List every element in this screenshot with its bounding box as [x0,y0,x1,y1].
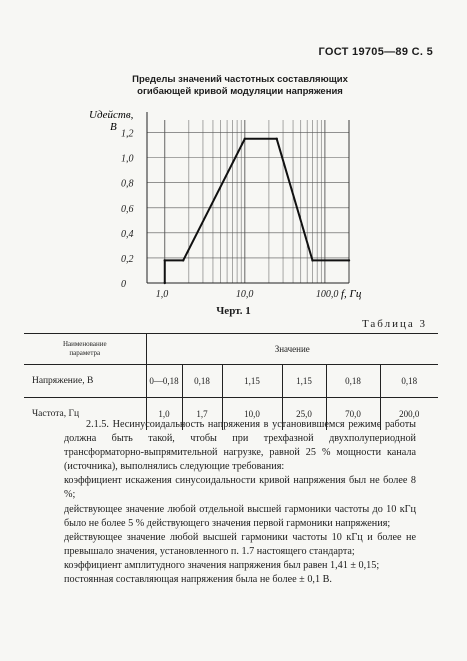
x-tick-label: 100,0 [315,289,339,300]
table-value-cell: 0—0,18 [146,365,182,398]
paragraph-item: коэффициент искажения синусоидальности кривой напряжения был не более 8 %; [64,475,416,501]
paragraph-lead: 2.1.5. Несинусоидальность напряжения в установившемся режиме работы должна быть такой, чтобы при трехфазной двухполупериодной трансформаторно-выпрямительной нагрузке, равной 25 % мощности канала (источника), выполнялись следующие требования: [64,419,416,473]
chart-title-line: Пределы значений частотных составляющих [132,74,348,85]
series-point [164,282,166,284]
chart-grid [147,120,349,283]
paragraph-item: действующее значение любой высшей гармоники частоты 10 кГц и более не превышало значения, установленного п. 1.7 настоящего стандарта; [64,531,416,557]
chart [0,100,467,305]
y-tick-label: 0 [121,279,126,290]
y-tick-label: 0,4 [121,228,134,240]
chart-title [60,74,420,98]
table-caption: Таблица 3 [361,318,427,330]
paragraph-item: коэффициент амплитудного значения напряжения был равен 1,41 ± 0,15; [64,559,380,571]
series-point [164,259,166,261]
table-value-cell: 0,18 [182,365,222,398]
value-header: Значение [146,334,438,365]
table-value-cell: 70,0 [326,398,380,431]
table-value-cell: 1,0 [146,398,182,431]
table-value-cell: 0,18 [326,365,380,398]
table-row [24,365,438,398]
param-header-line: параметра [69,349,101,357]
series-point [275,138,277,140]
paragraph-item: постоянная составляющая напряжения была не более ± 0,1 В. [64,574,332,586]
table-value-cell: 25,0 [282,398,326,431]
y-tick-label: 0,8 [121,178,134,190]
x-tick-label: 10,0 [235,289,254,300]
chart-series [164,138,351,285]
y-axis-label-unit: В [110,121,117,133]
y-tick-label: 1,2 [121,128,134,140]
table-value-cell: 1,15 [282,365,326,398]
param-header-line: Наименование [62,340,107,348]
chart-axes [147,112,349,283]
y-tick-label: 1,0 [121,153,134,165]
y-axis-label: Uдейств, [89,109,134,121]
data-table [24,333,438,430]
series-point [348,259,350,261]
table-value-cell: 10,0 [222,398,282,431]
table-value-cell: 1,15 [222,365,282,398]
y-tick-label: 0,6 [121,203,134,215]
chart-tick-labels [121,129,338,300]
table-header-row [24,334,438,365]
series-point [311,259,313,261]
figure-caption: Черт. 1 [216,305,251,317]
y-tick-label: 0,2 [121,253,134,265]
series-point [182,259,184,261]
x-axis-label: f, Гц [341,288,362,300]
param-header [24,334,146,365]
body-text [64,418,416,587]
table-value-cell: 1,7 [182,398,222,431]
page-header: ГОСТ 19705—89 С. 5 [318,46,433,58]
x-tick-label: 1,0 [155,289,169,300]
table-param-cell: Частота, Гц [32,409,80,419]
series-point [244,138,246,140]
table-value-cell: 200,0 [380,398,438,431]
table-value-cell: 0,18 [380,365,438,398]
table-param-cell: Напряжение, В [24,365,146,398]
paragraph-item: действующее значение любой отдельной высшей гармоники частоты до 10 кГц было не более 5 % действующего значения первой гармоники напряжения; [64,503,416,529]
chart-title-line: огибающей кривой модуляции напряжения [137,86,343,97]
